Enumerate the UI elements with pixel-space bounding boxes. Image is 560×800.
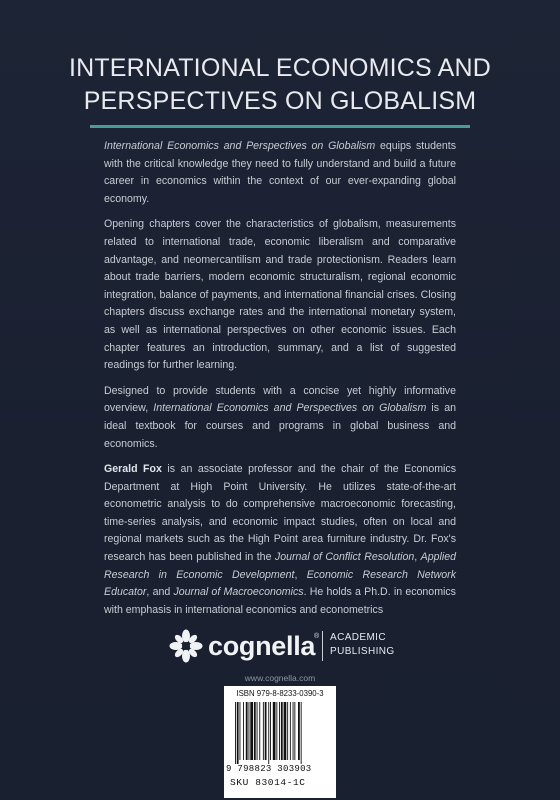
journal-title: Journal of Macroeconomics xyxy=(173,586,304,599)
publisher-logo xyxy=(0,622,560,672)
cognella-flower-icon xyxy=(168,628,204,664)
barcode-bar xyxy=(301,702,302,764)
barcode-bar xyxy=(243,702,244,760)
separator-text: , and xyxy=(146,586,174,599)
journal-title: Journal of Conflict Resolution xyxy=(274,551,415,564)
description-paragraph-1 xyxy=(104,138,456,208)
separator-text: , xyxy=(414,551,421,564)
journal-title: Applied Research in Economic Development xyxy=(104,551,456,581)
sku-label: SKU 83014-1C xyxy=(230,777,306,788)
barcode-bar xyxy=(254,702,256,760)
barcode-bar xyxy=(235,702,236,764)
barcode-bar xyxy=(237,702,239,764)
barcode-bar xyxy=(290,702,291,760)
barcode-bar xyxy=(276,702,277,760)
description-paragraph-2: Opening chapters cover the characteristics of globalism, measurements related to international trade, economic liberalism and comparative advantage, and neomercantilism and trade protectionism. Readers learn about trade barriers, modern economic structuralism, regional economic integration, balance of payments, and international financial crises. Closing chapters discuss exchange rates and the international monetary system, as well as international perspectives on other economic issues. Each chapter features an introduction, summary, and a list of suggested readings for further learning. xyxy=(104,218,456,372)
barcode-bars xyxy=(233,702,329,764)
barcode-bar xyxy=(293,702,294,760)
description-text: equips students with the critical knowledge they need to fully understand and build a future career in economics within the context of our ever-expanding global economy. xyxy=(104,140,456,205)
barcode-bar xyxy=(294,702,295,760)
isbn-label: ISBN 979-8-8233-0390-3 xyxy=(236,689,324,698)
description-paragraph-3 xyxy=(104,383,456,453)
barcode-bar xyxy=(246,702,248,760)
book-title xyxy=(60,52,500,118)
barcode-bar xyxy=(284,702,287,760)
barcode-bar xyxy=(259,702,260,760)
separator-text: , xyxy=(294,568,307,581)
barcode-bar xyxy=(265,702,267,760)
registered-mark: ® xyxy=(314,633,320,640)
barcode-bar xyxy=(250,702,253,760)
barcode-bar xyxy=(287,702,288,760)
publisher-url: www.cognella.com xyxy=(244,673,316,683)
barcode-bar xyxy=(273,702,276,760)
imprint-line-1: ACADEMIC xyxy=(330,632,386,643)
book-title-line-1: INTERNATIONAL ECONOMICS AND xyxy=(68,54,492,82)
author-name: Gerald Fox xyxy=(104,463,162,476)
author-bio xyxy=(104,461,456,619)
barcode-bar xyxy=(281,702,283,760)
description-text: is an ideal textbook for courses and programs in global business and economics. xyxy=(104,402,456,450)
isbn-barcode xyxy=(224,686,336,798)
barcode-bar xyxy=(279,702,280,760)
publisher-name: cognella xyxy=(208,631,316,661)
barcode-bar xyxy=(240,702,241,760)
barcode-bar xyxy=(263,702,264,760)
imprint-line-2: PUBLISHING xyxy=(330,646,395,657)
author-bio-text: is an associate professor and the chair of the Economics Department at High Point University. He utilizes state-of-the-art econometric analysis to do comprehensive macroeconomic forecasting, time-series analysis, and economic impact studies, often on local and regional markets such as the High Point area furniture industry. Dr. Fox's research has been published in the xyxy=(104,463,456,564)
barcode-bar xyxy=(249,702,250,760)
description xyxy=(104,138,456,627)
book-title-inline: International Economics and Perspectives on Globalism xyxy=(104,140,376,152)
logo-divider xyxy=(322,631,323,661)
book-title-line-2: PERSPECTIVES ON GLOBALISM xyxy=(83,87,477,115)
barcode-bar xyxy=(268,702,269,764)
barcode-bar xyxy=(257,702,258,760)
journal-title: Economic Research Network Educator xyxy=(104,568,456,599)
book-title-inline: International Economics and Perspectives on Globalism xyxy=(153,402,427,415)
author-bio-text: . He holds a Ph.D. in economics with emphasis in international economics and econometrics xyxy=(104,586,456,616)
description-text: Designed to provide students with a concise yet highly informative overview, xyxy=(104,384,456,415)
barcode-digits: 9 798823 303903 xyxy=(226,764,312,774)
barcode-bar xyxy=(298,702,300,760)
barcode-bar xyxy=(270,702,271,760)
publisher-imprint xyxy=(330,631,395,659)
title-divider xyxy=(90,125,470,128)
